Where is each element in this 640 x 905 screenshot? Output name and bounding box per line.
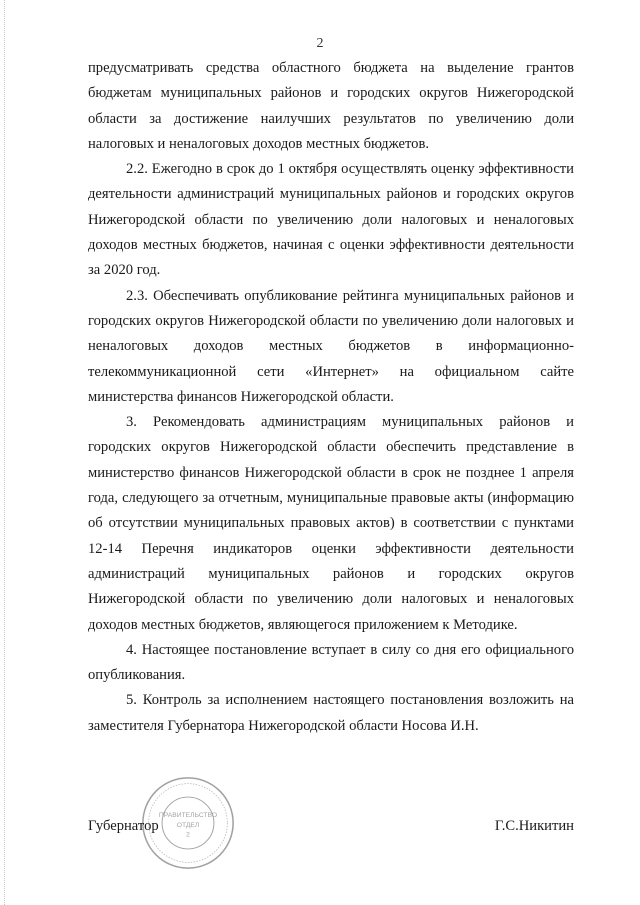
svg-text:ПРАВИТЕЛЬСТВО: ПРАВИТЕЛЬСТВО	[158, 812, 218, 820]
page-number: 2	[316, 36, 324, 51]
signatory-name: Г.С.Никитин	[494, 818, 574, 834]
signatory-title: Губернатор	[88, 818, 159, 834]
paragraph-4: 4. Настоящее постановление вступает в силу со дня его официального опубликования.	[88, 641, 574, 684]
svg-text:ОТДЕЛ: ОТДЕЛ	[176, 821, 200, 829]
paragraph-2-3: 2.3. Обеспечивать опубликование рейтинга муниципальных районов и городских округов Нижегородской области по увеличению доли налоговых и неналоговых доходов местных бюджетов в информационно-телекоммуникационной сети «Интернет» на официальном сайте министерства финансов Нижегородской области.	[88, 287, 574, 405]
page-edge-line	[4, 0, 6, 905]
document-body	[88, 56, 574, 739]
paragraph-continuation: предусматривать средства областного бюджета на выделение грантов бюджетам муниципальных районов и городских округов Нижегородской области за достижение наилучших результатов по увеличению доли налоговых и неналоговых доходов местных бюджетов.	[88, 60, 574, 152]
paragraph-2-2: 2.2. Ежегодно в срок до 1 октября осуществлять оценку эффективности деятельности администраций муниципальных районов и городских округов Нижегородской области по увеличению доли налоговых и неналоговых доходов местных бюджетов, начиная с оценки эффективности деятельности за 2020 год.	[88, 161, 574, 279]
signature-block	[88, 818, 574, 844]
svg-text:2: 2	[186, 831, 190, 839]
paragraph-5: 5. Контроль за исполнением настоящего постановления возложить на заместителя Губернатора Нижегородской области Носова И.Н.	[88, 692, 574, 734]
paragraph-3: 3. Рекомендовать администрациям муниципальных районов и городских округов Нижегородской области обеспечить представление в министерство финансов Нижегородской области в срок не позднее 1 апреля года, следующего за отчетным, муниципальные правовые акты (информацию об отсутствии муниципальных правовых актов) в соответствии с пунктами 12-14 Перечня индикаторов оценки эффективности деятельности администраций муниципальных районов и городских округов Нижегородской области по увеличению доли налоговых и неналоговых доходов местных бюджетов, являющегося приложением к Методике.	[88, 414, 574, 633]
